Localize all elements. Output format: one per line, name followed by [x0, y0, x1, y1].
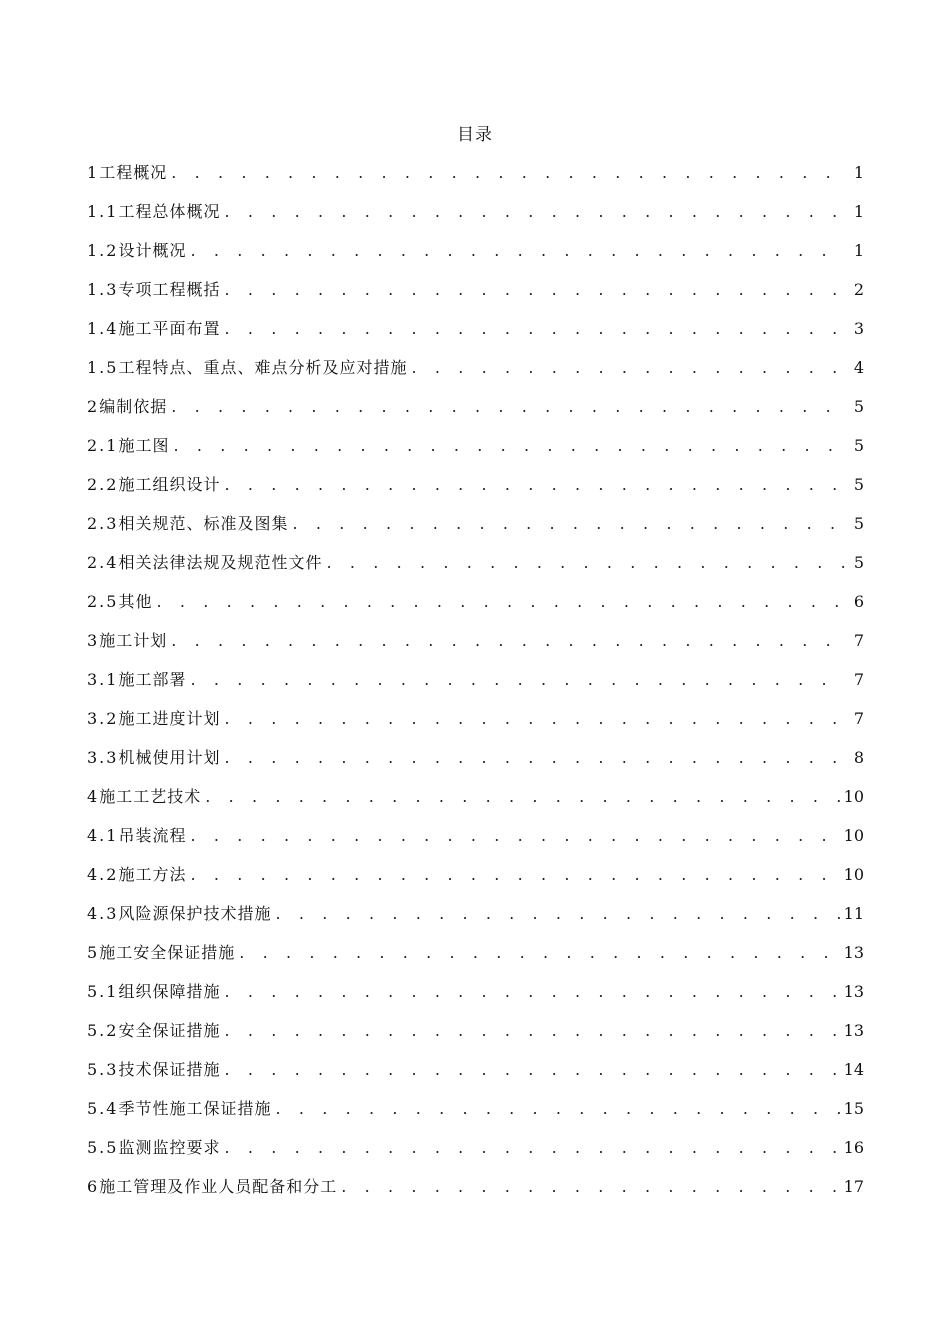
toc-entry-page-number: 14 — [843, 1060, 864, 1079]
toc-entry-label — [87, 1017, 220, 1045]
toc-dot-leader — [171, 627, 845, 655]
toc-entry-number: 6 — [87, 1177, 100, 1196]
toc-entry-text: 施工安全保证措施 — [99, 943, 236, 962]
toc-entry-number: 4 — [87, 787, 100, 806]
toc-entry-number: 4.1 — [87, 826, 119, 845]
toc-entry-label — [87, 588, 152, 616]
toc-dot-leader — [224, 198, 845, 226]
toc-entry-page-number: 7 — [853, 709, 864, 728]
toc-entry-label — [87, 783, 201, 811]
toc-entry-page-number: 1 — [853, 163, 864, 182]
toc-entry-page-number: 5 — [853, 436, 864, 455]
toc-dot-leader — [190, 861, 840, 889]
toc-entry-text: 吊装流程 — [118, 826, 187, 845]
toc-dot-leader — [173, 432, 845, 460]
toc-entry-text: 监测监控要求 — [118, 1138, 221, 1157]
toc-entry-label — [87, 315, 220, 343]
toc-entry-number: 2.3 — [87, 514, 119, 533]
toc-entry-text: 机械使用计划 — [118, 748, 221, 767]
toc-dot-leader — [224, 744, 845, 772]
toc-entry[interactable] — [87, 1134, 864, 1173]
toc-entry[interactable] — [87, 822, 864, 861]
toc-entry-number: 2 — [87, 397, 100, 416]
toc-entry-number: 2.5 — [87, 592, 119, 611]
toc-entry-number: 5.3 — [87, 1060, 119, 1079]
toc-dot-leader — [224, 315, 845, 343]
toc-entry-page-number: 15 — [843, 1099, 864, 1118]
toc-entry[interactable] — [87, 393, 864, 432]
toc-entry-number: 1.1 — [87, 202, 119, 221]
toc-entry-label — [87, 978, 220, 1006]
toc-entry-label — [87, 666, 186, 694]
toc-entry-number: 5.2 — [87, 1021, 119, 1040]
toc-entry[interactable] — [87, 276, 864, 315]
toc-dot-leader — [205, 783, 840, 811]
toc-entry-text: 风险源保护技术措施 — [118, 904, 272, 923]
toc-dot-leader — [341, 1173, 840, 1201]
toc-entry-page-number: 4 — [853, 358, 864, 377]
toc-entry-label — [87, 432, 169, 460]
toc-dot-leader — [275, 900, 840, 928]
toc-dot-leader — [224, 1056, 840, 1084]
toc-entry-number: 5 — [87, 943, 100, 962]
toc-entry-label — [87, 237, 186, 265]
toc-entry-text: 安全保证措施 — [118, 1021, 221, 1040]
toc-dot-leader — [190, 822, 840, 850]
toc-entry-page-number: 10 — [843, 826, 864, 845]
toc-entry-number: 2.2 — [87, 475, 119, 494]
toc-entry[interactable] — [87, 978, 864, 1017]
toc-dot-leader — [224, 276, 845, 304]
toc-dot-leader — [171, 393, 845, 421]
toc-entry-number: 5.5 — [87, 1138, 119, 1157]
toc-entry-number: 4.3 — [87, 904, 119, 923]
toc-entry-page-number: 10 — [843, 787, 864, 806]
toc-entry-label — [87, 861, 186, 889]
toc-dot-leader — [224, 978, 840, 1006]
toc-entry[interactable] — [87, 354, 864, 393]
toc-entry-page-number: 13 — [843, 982, 864, 1001]
toc-entry-text: 其他 — [118, 592, 153, 611]
toc-entry-text: 施工方法 — [118, 865, 187, 884]
toc-entry-page-number: 1 — [853, 202, 864, 221]
toc-entry[interactable] — [87, 315, 864, 354]
toc-entry-label — [87, 549, 322, 577]
toc-entry-page-number: 8 — [853, 748, 864, 767]
toc-entry-label — [87, 705, 220, 733]
toc-entry-page-number: 10 — [843, 865, 864, 884]
toc-entry[interactable] — [87, 510, 864, 549]
toc-dot-leader — [171, 159, 845, 187]
toc-entry[interactable] — [87, 588, 864, 627]
toc-entry-label — [87, 744, 220, 772]
toc-entry[interactable] — [87, 783, 864, 822]
toc-entry-text: 施工进度计划 — [118, 709, 221, 728]
toc-entry-label — [87, 1056, 220, 1084]
toc-entry-page-number: 7 — [853, 670, 864, 689]
toc-dot-leader — [326, 549, 845, 577]
toc-entry[interactable] — [87, 705, 864, 744]
toc-entry-page-number: 13 — [843, 943, 864, 962]
toc-entry-page-number: 16 — [843, 1138, 864, 1157]
toc-entry-page-number: 3 — [853, 319, 864, 338]
toc-entry[interactable] — [87, 471, 864, 510]
toc-entry-label — [87, 159, 167, 187]
toc-entry-number: 3.3 — [87, 748, 119, 767]
toc-entry-label — [87, 510, 288, 538]
toc-entry-text: 技术保证措施 — [118, 1060, 221, 1079]
toc-entry-label — [87, 1095, 271, 1123]
toc-entry-text: 工程总体概况 — [118, 202, 221, 221]
toc-entry-text: 季节性施工保证措施 — [118, 1099, 272, 1118]
toc-entry-text: 工程概况 — [99, 163, 168, 182]
toc-entry-label — [87, 393, 167, 421]
toc-entry-text: 编制依据 — [99, 397, 168, 416]
toc-entry-page-number: 5 — [853, 475, 864, 494]
toc-entry[interactable] — [87, 900, 864, 939]
toc-entry-label — [87, 822, 186, 850]
toc-entry-page-number: 6 — [853, 592, 864, 611]
toc-dot-leader — [190, 237, 845, 265]
toc-entry[interactable] — [87, 237, 864, 276]
toc-entry-number: 1.4 — [87, 319, 119, 338]
toc-entry-label — [87, 1173, 337, 1201]
toc-entry-number: 1.3 — [87, 280, 119, 299]
toc-entry[interactable] — [87, 198, 864, 237]
toc-entry-text: 施工平面布置 — [118, 319, 221, 338]
toc-entry[interactable] — [87, 861, 864, 900]
toc-dot-leader — [275, 1095, 840, 1123]
toc-entry[interactable] — [87, 432, 864, 471]
toc-entry-label — [87, 939, 235, 967]
toc-entry-number: 5.1 — [87, 982, 119, 1001]
toc-entry[interactable] — [87, 1095, 864, 1134]
toc-entry-text: 施工工艺技术 — [99, 787, 202, 806]
toc-entry-page-number: 17 — [843, 1177, 864, 1196]
toc-entry[interactable] — [87, 1173, 864, 1212]
toc-entry-number: 2.1 — [87, 436, 119, 455]
toc-title: 目录 — [457, 125, 493, 145]
toc-entry-page-number: 5 — [853, 514, 864, 533]
toc-dot-leader — [292, 510, 845, 538]
toc-entry-text: 设计概况 — [118, 241, 187, 260]
toc-entry[interactable] — [87, 549, 864, 588]
toc-entry-label — [87, 354, 407, 382]
toc-entry[interactable] — [87, 939, 864, 978]
toc-entry-number: 3.2 — [87, 709, 119, 728]
toc-entry-number: 4.2 — [87, 865, 119, 884]
toc-entry-text: 相关规范、标准及图集 — [118, 514, 289, 533]
toc-entry-label — [87, 1134, 220, 1162]
toc-entry-page-number: 7 — [853, 631, 864, 650]
toc-entry-number: 1.5 — [87, 358, 119, 377]
toc-entry[interactable] — [87, 159, 864, 198]
toc-dot-leader — [190, 666, 845, 694]
toc-entry-text: 专项工程概括 — [118, 280, 221, 299]
toc-entry-label — [87, 198, 220, 226]
toc-entry-number: 5.4 — [87, 1099, 119, 1118]
toc-entry-label — [87, 900, 271, 928]
toc-entry-text: 施工组织设计 — [118, 475, 221, 494]
toc-entry-text: 施工部署 — [118, 670, 187, 689]
toc-entry-page-number: 11 — [843, 904, 864, 923]
toc-dot-leader — [224, 1134, 840, 1162]
toc-entry-label — [87, 471, 220, 499]
toc-entry-number: 3 — [87, 631, 100, 650]
toc-entry-page-number: 2 — [853, 280, 864, 299]
toc-entry-page-number: 5 — [853, 397, 864, 416]
toc-entry-label — [87, 276, 220, 304]
toc-entry-label — [87, 627, 167, 655]
toc-entry-number: 3.1 — [87, 670, 119, 689]
toc-entry-page-number: 1 — [853, 241, 864, 260]
toc-entry[interactable] — [87, 627, 864, 666]
toc-entry[interactable] — [87, 744, 864, 783]
toc-dot-leader — [224, 705, 845, 733]
toc-entry-page-number: 13 — [843, 1021, 864, 1040]
toc-entry-text: 组织保障措施 — [118, 982, 221, 1001]
toc-entry-number: 2.4 — [87, 553, 119, 572]
toc-dot-leader — [224, 1017, 840, 1045]
toc-entry-text: 施工管理及作业人员配备和分工 — [99, 1177, 338, 1196]
toc-entry-text: 工程特点、重点、难点分析及应对措施 — [118, 358, 408, 377]
toc-entry[interactable] — [87, 666, 864, 705]
toc-entry-text: 相关法律法规及规范性文件 — [118, 553, 323, 572]
toc-dot-leader — [239, 939, 840, 967]
toc-entry-number: 1 — [87, 163, 100, 182]
toc-dot-leader — [156, 588, 845, 616]
toc-entry-number: 1.2 — [87, 241, 119, 260]
toc-entry[interactable] — [87, 1017, 864, 1056]
toc-dot-leader — [411, 354, 845, 382]
toc-list — [87, 159, 864, 1212]
toc-entry-text: 施工图 — [118, 436, 170, 455]
toc-dot-leader — [224, 471, 845, 499]
toc-entry[interactable] — [87, 1056, 864, 1095]
toc-entry-page-number: 5 — [853, 553, 864, 572]
toc-entry-text: 施工计划 — [99, 631, 168, 650]
